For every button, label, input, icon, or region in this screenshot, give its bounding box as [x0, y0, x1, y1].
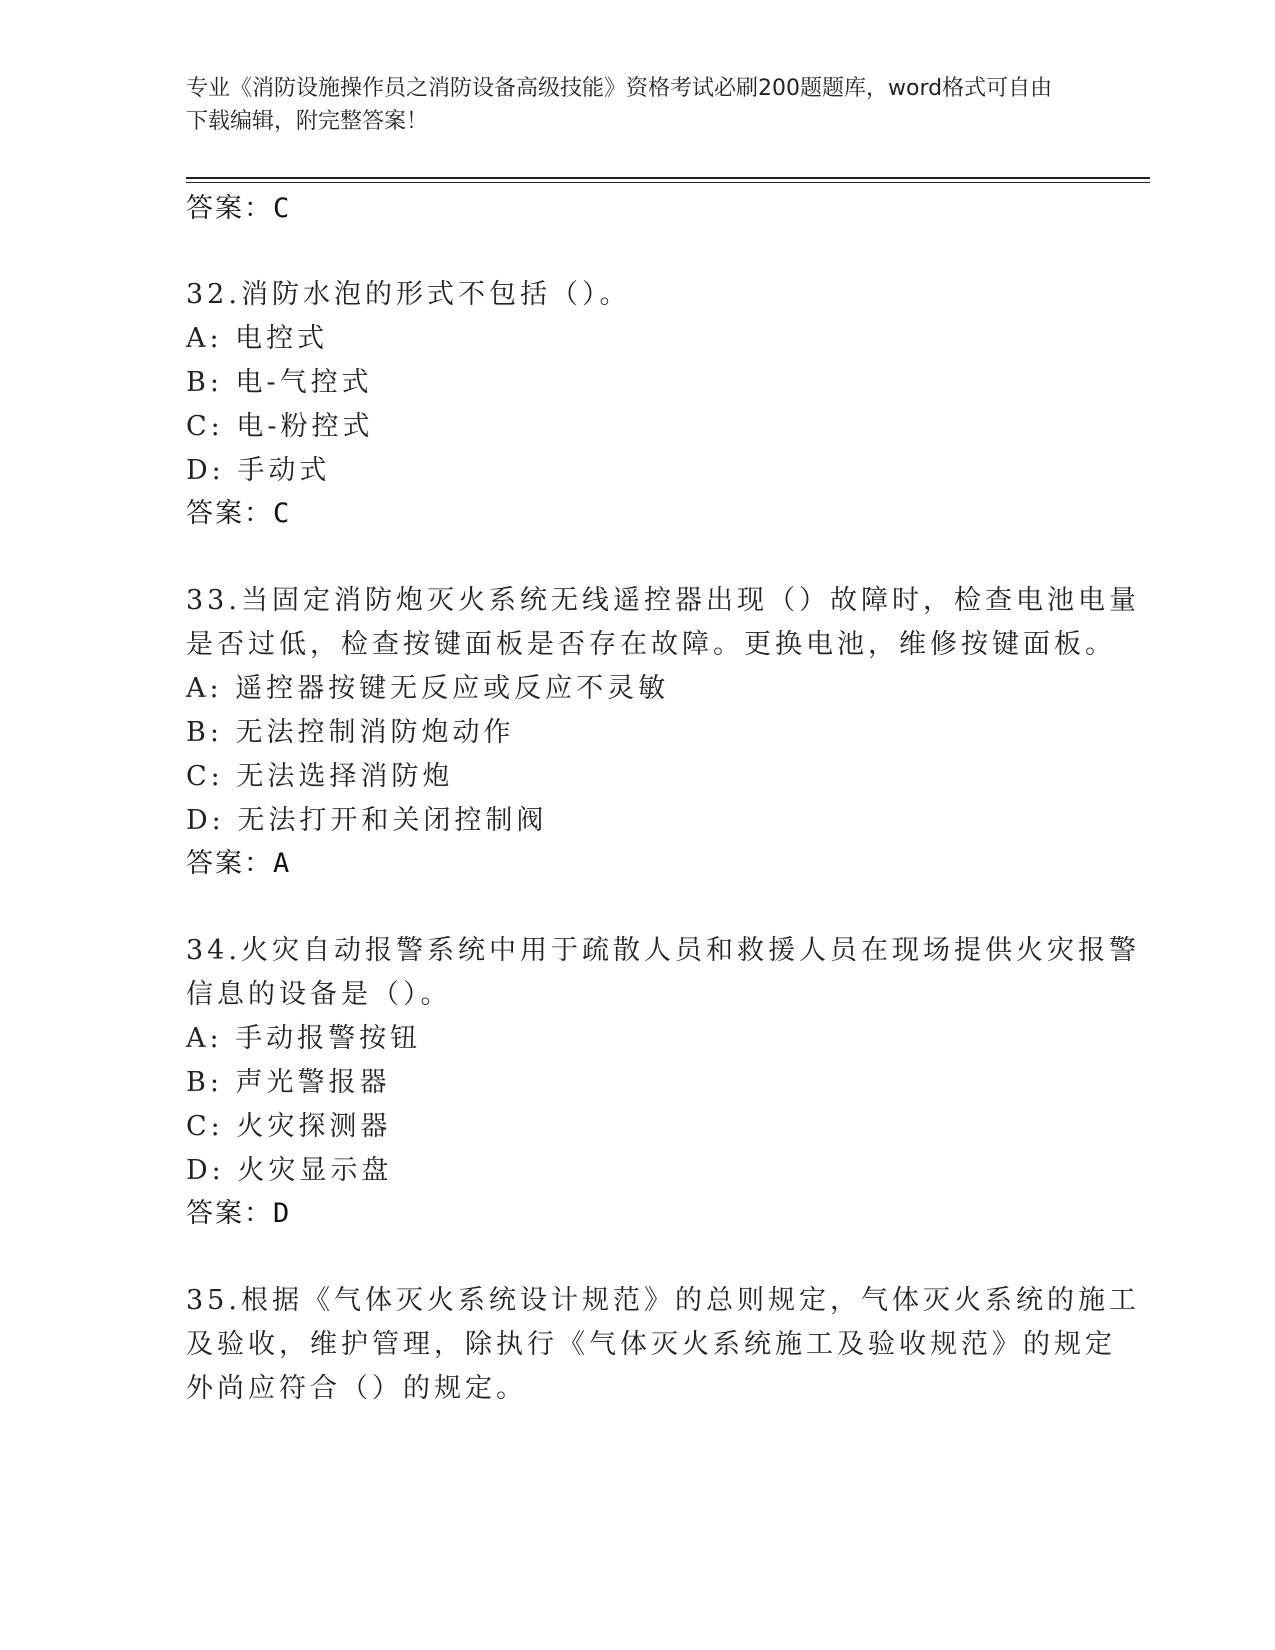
answer-value: C: [273, 498, 292, 529]
question-stem: 35.根据《气体灭火系统设计规范》的总则规定，气体灭火系统的施工: [186, 1285, 1140, 1316]
answer-line: [186, 841, 291, 880]
answer-value: D: [273, 1198, 292, 1229]
question-stem-cont: 是否过低，检查按键面板是否存在故障。更换电池，维修按键面板。: [186, 629, 1116, 660]
option-b: B: 声光警报器: [186, 1067, 391, 1098]
answer-label: 答案：: [186, 498, 273, 529]
option-a: A: 手动报警按钮: [186, 1023, 422, 1054]
answer-line: [186, 491, 291, 530]
document-header: 专业《消防设施操作员之消防设备高级技能》资格考试必刷200题题库，word格式可自由下载编辑，附完整答案！: [186, 76, 1053, 134]
answer-line: [186, 186, 291, 225]
question-stem: 33.当固定消防炮灭火系统无线遥控器出现（）故障时，检查电池电量: [186, 585, 1140, 616]
option-d: D: 无法打开和关闭控制阀: [186, 805, 548, 836]
option-c: C: 电-粉控式: [186, 411, 374, 442]
option-b: B: 电-气控式: [186, 367, 373, 398]
header-rule-thin: [186, 182, 1150, 183]
answer-line: [186, 1191, 291, 1230]
answer-label: 答案：: [186, 1198, 273, 1229]
answer-value: C: [273, 193, 292, 224]
header-rule-thick: [186, 177, 1150, 179]
option-c: C: 火灾探测器: [186, 1111, 392, 1142]
answer-label: 答案：: [186, 193, 273, 224]
option-c: C: 无法选择消防炮: [186, 761, 454, 792]
answer-label: 答案：: [186, 848, 273, 879]
option-b: B: 无法控制消防炮动作: [186, 717, 515, 748]
question-stem: 34.火灾自动报警系统中用于疏散人员和救援人员在现场提供火灾报警: [186, 935, 1140, 966]
question-stem: 32.消防水泡的形式不包括（）。: [186, 279, 631, 310]
question-stem-cont: 及验收，维护管理，除执行《气体灭火系统施工及验收规范》的规定: [186, 1329, 1116, 1360]
question-stem-cont: 信息的设备是（）。: [186, 979, 452, 1010]
question-stem-cont: 外尚应符合（）的规定。: [186, 1373, 527, 1404]
option-d: D: 手动式: [186, 455, 331, 486]
option-d: D: 火灾显示盘: [186, 1155, 393, 1186]
answer-value: A: [273, 848, 292, 879]
option-a: A: 电控式: [186, 323, 329, 354]
option-a: A: 遥控器按键无反应或反应不灵敏: [186, 673, 670, 704]
